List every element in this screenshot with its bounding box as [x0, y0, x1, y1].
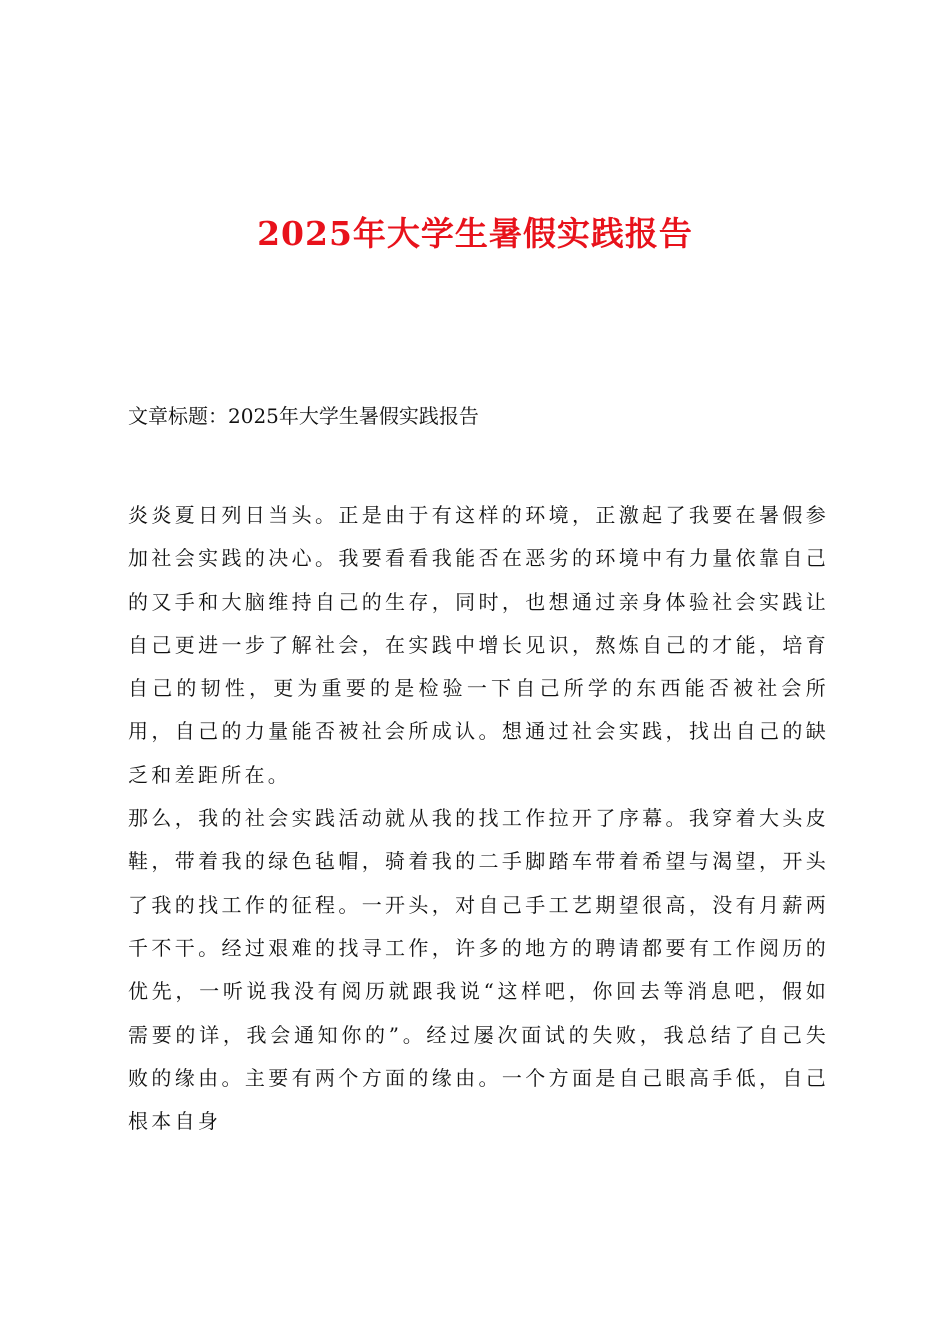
body-paragraph: 那么，我的社会实践活动就从我的找工作拉开了序幕。我穿着大头皮鞋，带着我的绿色毡帽，骑着我的二手脚踏车带着希望与渴望，开头了我的找工作的征程。一开头，对自己手工艺期望很高，没有月薪两千不干。经过艰难的找寻工作，许多的地方的聘请都要有工作阅历的优先，一听说我没有阅历就跟我说“这样吧，你回去等消息吧，假如需要的详，我会通知你的”。经过屡次面试的失败，我总结了自己失败的缘由。主要有两个方面的缘由。一个方面是自己眼高手低，自己根本自身 [128, 806, 829, 1134]
document-body [128, 494, 829, 1143]
article-title-line: 文章标题：2025年大学生暑假实践报告 [128, 404, 479, 428]
body-paragraph: 炎炎夏日列日当头。正是由于有这样的环境，正激起了我要在暑假参加社会实践的决心。我要看看我能否在恶劣的环境中有力量依靠自己的又手和大脑维持自己的生存，同时，也想通过亲身体验社会实践让自己更进一步了解社会，在实践中增长见识，熬炼自己的才能，培育自己的韧性，更为重要的是检验一下自己所学的东西能否被社会所用，自己的力量能否被社会所成认。想通过社会实践，找出自己的缺乏和差距所在。 [128, 503, 829, 787]
document-title: 2025年大学生暑假实践报告 [257, 214, 693, 253]
